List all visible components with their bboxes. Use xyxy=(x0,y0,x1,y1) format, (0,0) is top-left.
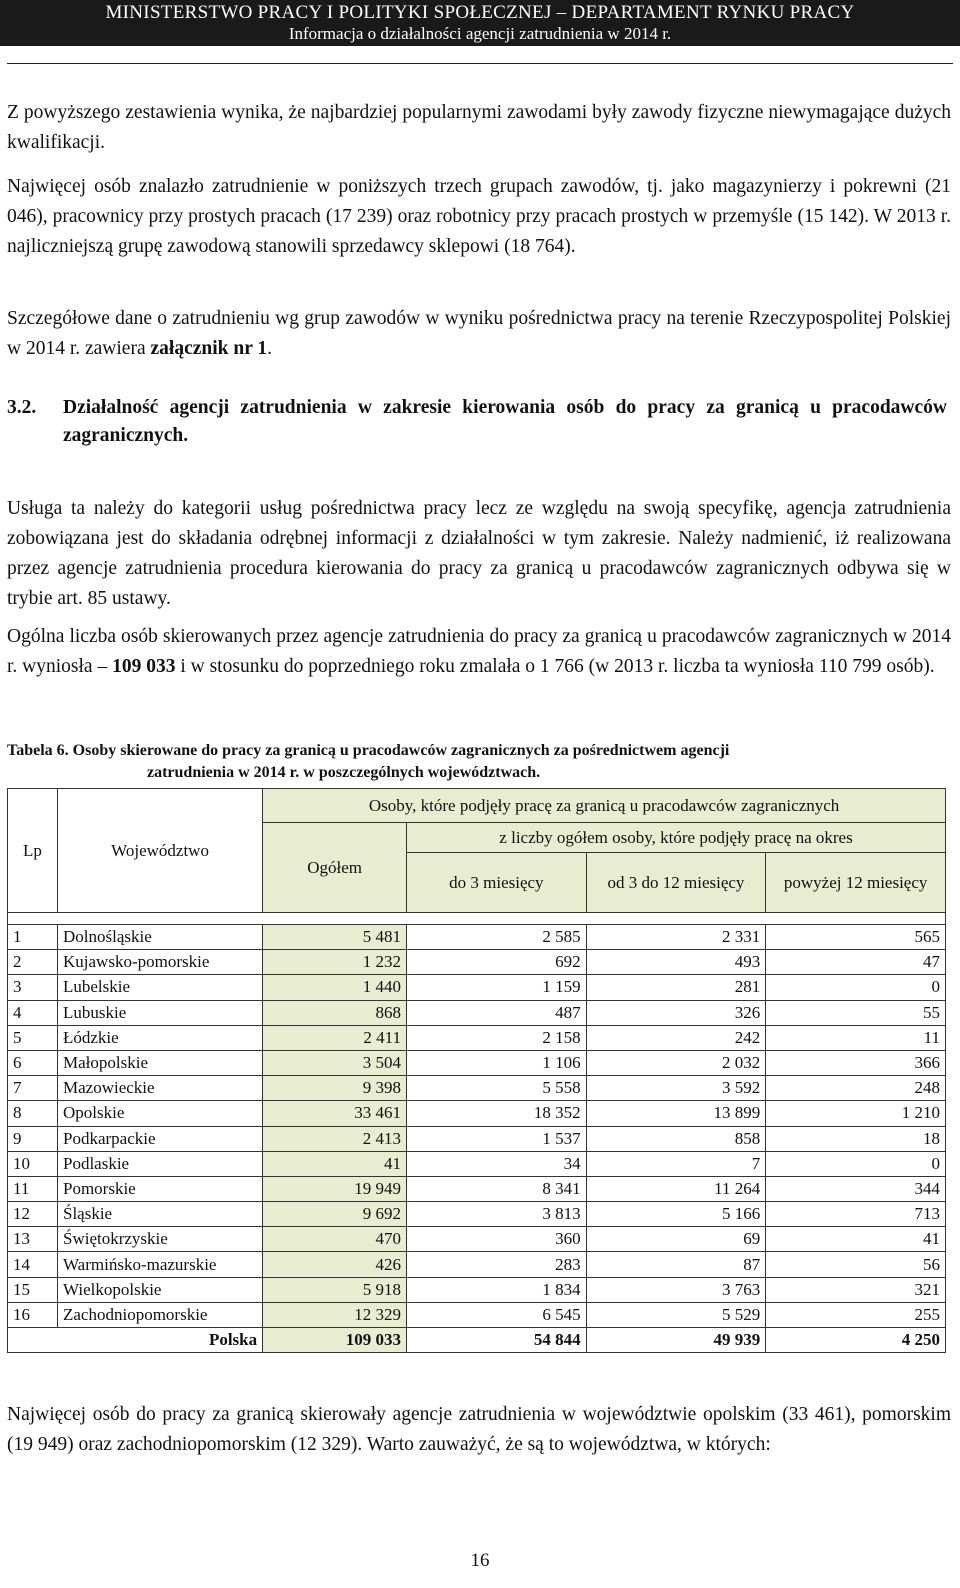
col-header-total: Ogółem xyxy=(263,823,407,913)
row-voivodeship: Kujawsko-pomorskie xyxy=(58,950,263,975)
row-lp: 5 xyxy=(8,1025,58,1050)
row-3-to-12: 7 xyxy=(586,1151,766,1176)
document-header xyxy=(0,0,960,46)
row-up-to-3: 5 558 xyxy=(407,1076,587,1101)
row-3-to-12: 5 529 xyxy=(586,1302,766,1327)
row-voivodeship: Lubuskie xyxy=(58,1000,263,1025)
page-number: 16 xyxy=(470,1550,490,1571)
row-total: 5 918 xyxy=(263,1277,407,1302)
table-row xyxy=(8,1202,946,1227)
row-lp: 2 xyxy=(8,950,58,975)
row-total: 19 949 xyxy=(263,1176,407,1201)
total-label: Polska xyxy=(8,1328,263,1353)
row-up-to-3: 1 159 xyxy=(407,975,587,1000)
row-over-12: 255 xyxy=(766,1302,946,1327)
row-voivodeship: Mazowieckie xyxy=(58,1076,263,1101)
row-lp: 1 xyxy=(8,925,58,950)
row-total: 3 504 xyxy=(263,1050,407,1075)
row-total: 1 440 xyxy=(263,975,407,1000)
paragraph-2: Najwięcej osób znalazło zatrudnienie w poniższych trzech grupach zawodów, tj. jako magazynierzy i pokrewni (21 046), pracownicy przy prostych pracach (17 239) oraz robotnicy przy pracach prostych w przemyśle (15 142). W 2013 r. najliczniejszą grupę zawodową stanowili sprzedawcy sklepowi (18 764). xyxy=(7,176,951,257)
paragraph-5-a: Ogólna liczba osób skierowanych przez agencje zatrudnienia do pracy za granicą u pracodawców zagranicznych w 2014 r. wyniosła – xyxy=(7,626,951,677)
paragraph-4: Usługa ta należy do kategorii usług pośrednictwa pracy lecz ze względu na swoją specyfikę, agencja zatrudnienia zobowiązana jest do składania odrębnej informacji z działalności w tym zakresie. Należy nadmienić, iż realizowana przez agencje zatrudnienia procedura kierowania do pracy za granicą u pracodawców zagranicznych odbywa się w trybie art. 85 ustawy. xyxy=(7,498,951,609)
section-heading xyxy=(7,394,951,450)
row-up-to-3: 18 352 xyxy=(407,1101,587,1126)
row-3-to-12: 87 xyxy=(586,1252,766,1277)
row-lp: 4 xyxy=(8,1000,58,1025)
table-row xyxy=(8,975,946,1000)
table-row xyxy=(8,1227,946,1252)
row-up-to-3: 8 341 xyxy=(407,1176,587,1201)
row-up-to-3: 1 537 xyxy=(407,1126,587,1151)
row-up-to-3: 1 106 xyxy=(407,1050,587,1075)
row-over-12: 47 xyxy=(766,950,946,975)
row-3-to-12: 2 032 xyxy=(586,1050,766,1075)
row-lp: 16 xyxy=(8,1302,58,1327)
table-row xyxy=(8,1302,946,1327)
table-row xyxy=(8,1277,946,1302)
row-voivodeship: Świętokrzyskie xyxy=(58,1227,263,1252)
row-total: 868 xyxy=(263,1000,407,1025)
paragraph-6: Najwięcej osób do pracy za granicą skierowały agencje zatrudnienia w województwie opolskim (33 461), pomorskim (19 949) oraz zachodniopomorskim (12 329). Warto zauważyć, że są to województwa, w których: xyxy=(7,1404,951,1455)
header-spacer xyxy=(8,913,946,925)
row-3-to-12: 2 331 xyxy=(586,925,766,950)
section-title: Działalność agencji zatrudnienia w zakresie kierowania osób do pracy za granicą u pracodawców zagranicznych. xyxy=(63,397,947,446)
table-row xyxy=(8,1000,946,1025)
table-row xyxy=(8,1252,946,1277)
col-header-subgroup: z liczby ogółem osoby, które podjęły pracę na okres xyxy=(407,823,946,853)
table-row xyxy=(8,1101,946,1126)
row-3-to-12: 11 264 xyxy=(586,1176,766,1201)
row-up-to-3: 487 xyxy=(407,1000,587,1025)
col-header-lp: Lp xyxy=(8,789,58,913)
row-voivodeship: Pomorskie xyxy=(58,1176,263,1201)
total-over-12: 4 250 xyxy=(766,1328,946,1353)
row-voivodeship: Lubelskie xyxy=(58,975,263,1000)
header-rule xyxy=(7,63,953,64)
row-up-to-3: 2 158 xyxy=(407,1025,587,1050)
total-all: 109 033 xyxy=(263,1328,407,1353)
table-row xyxy=(8,1151,946,1176)
row-up-to-3: 3 813 xyxy=(407,1202,587,1227)
row-up-to-3: 34 xyxy=(407,1151,587,1176)
total-count: 109 033 xyxy=(112,656,176,677)
row-up-to-3: 1 834 xyxy=(407,1277,587,1302)
row-lp: 12 xyxy=(8,1202,58,1227)
row-total: 41 xyxy=(263,1151,407,1176)
row-3-to-12: 5 166 xyxy=(586,1202,766,1227)
row-up-to-3: 2 585 xyxy=(407,925,587,950)
row-lp: 9 xyxy=(8,1126,58,1151)
header-report-title: Informacja o działalności agencji zatrudnienia w 2014 r. xyxy=(288,24,672,43)
row-lp: 11 xyxy=(8,1176,58,1201)
total-up-to-3: 54 844 xyxy=(407,1328,587,1353)
paragraph-3-end: . xyxy=(267,338,273,359)
row-lp: 10 xyxy=(8,1151,58,1176)
row-total: 5 481 xyxy=(263,925,407,950)
table-row xyxy=(8,1025,946,1050)
table-caption-line-2: zatrudnienia w 2014 r. w poszczególnych województwach. xyxy=(147,764,541,781)
row-over-12: 321 xyxy=(766,1277,946,1302)
row-total: 1 232 xyxy=(263,950,407,975)
row-3-to-12: 69 xyxy=(586,1227,766,1252)
row-up-to-3: 283 xyxy=(407,1252,587,1277)
row-total: 33 461 xyxy=(263,1101,407,1126)
row-up-to-3: 360 xyxy=(407,1227,587,1252)
row-over-12: 366 xyxy=(766,1050,946,1075)
row-over-12: 0 xyxy=(766,1151,946,1176)
row-voivodeship: Zachodniopomorskie xyxy=(58,1302,263,1327)
row-over-12: 11 xyxy=(766,1025,946,1050)
col-header-over-12: powyżej 12 miesięcy xyxy=(766,853,946,913)
attachment-reference: załącznik nr 1 xyxy=(150,338,268,359)
table-row xyxy=(8,1076,946,1101)
row-up-to-3: 692 xyxy=(407,950,587,975)
row-total: 2 413 xyxy=(263,1126,407,1151)
row-lp: 13 xyxy=(8,1227,58,1252)
row-lp: 6 xyxy=(8,1050,58,1075)
col-header-voivodeship: Województwo xyxy=(58,789,263,913)
table-row xyxy=(8,925,946,950)
row-over-12: 1 210 xyxy=(766,1101,946,1126)
paragraph-3 xyxy=(7,304,951,364)
row-over-12: 56 xyxy=(766,1252,946,1277)
row-voivodeship: Śląskie xyxy=(58,1202,263,1227)
row-voivodeship: Łódzkie xyxy=(58,1025,263,1050)
row-lp: 14 xyxy=(8,1252,58,1277)
row-total: 426 xyxy=(263,1252,407,1277)
table-row xyxy=(8,1176,946,1201)
paragraph-5 xyxy=(7,622,951,682)
row-total: 9 692 xyxy=(263,1202,407,1227)
paragraph-3-text: Szczegółowe dane o zatrudnieniu wg grup zawodów w wyniku pośrednictwa pracy na terenie Rzeczypospolitej Polskiej w 2014 r. zawiera xyxy=(7,308,951,359)
row-voivodeship: Warmińsko-mazurskie xyxy=(58,1252,263,1277)
row-over-12: 713 xyxy=(766,1202,946,1227)
row-total: 2 411 xyxy=(263,1025,407,1050)
row-lp: 15 xyxy=(8,1277,58,1302)
row-3-to-12: 493 xyxy=(586,950,766,975)
row-over-12: 565 xyxy=(766,925,946,950)
table-total-row xyxy=(8,1328,946,1353)
row-3-to-12: 281 xyxy=(586,975,766,1000)
row-over-12: 344 xyxy=(766,1176,946,1201)
table-row xyxy=(8,950,946,975)
row-lp: 7 xyxy=(8,1076,58,1101)
row-voivodeship: Małopolskie xyxy=(58,1050,263,1075)
row-3-to-12: 326 xyxy=(586,1000,766,1025)
row-voivodeship: Podkarpackie xyxy=(58,1126,263,1151)
row-up-to-3: 6 545 xyxy=(407,1302,587,1327)
row-3-to-12: 242 xyxy=(586,1025,766,1050)
row-3-to-12: 858 xyxy=(586,1126,766,1151)
data-table xyxy=(7,788,946,1353)
row-total: 470 xyxy=(263,1227,407,1252)
row-3-to-12: 3 763 xyxy=(586,1277,766,1302)
paragraph-1: Z powyższego zestawienia wynika, że najbardziej popularnymi zawodami były zawody fizyczne niewymagające dużych kwalifikacji. xyxy=(7,102,951,153)
row-over-12: 0 xyxy=(766,975,946,1000)
row-3-to-12: 3 592 xyxy=(586,1076,766,1101)
row-lp: 3 xyxy=(8,975,58,1000)
row-voivodeship: Dolnośląskie xyxy=(58,925,263,950)
paragraph-5-b: i w stosunku do poprzedniego roku zmalała o 1 766 (w 2013 r. liczba ta wyniosła 110 799 osób). xyxy=(180,656,935,677)
header-ministry: MINISTERSTWO PRACY I POLITYKI SPOŁECZNEJ – DEPARTAMENT RYNKU PRACY xyxy=(105,2,855,23)
row-over-12: 55 xyxy=(766,1000,946,1025)
row-voivodeship: Wielkopolskie xyxy=(58,1277,263,1302)
table-caption-line-1: Tabela 6. Osoby skierowane do pracy za granicą u pracodawców zagranicznych za pośrednictwem agencji xyxy=(7,742,730,759)
table-caption xyxy=(7,740,951,784)
table-row xyxy=(8,1126,946,1151)
row-over-12: 41 xyxy=(766,1227,946,1252)
row-3-to-12: 13 899 xyxy=(586,1101,766,1126)
col-header-3-to-12: od 3 do 12 miesięcy xyxy=(586,853,766,913)
col-header-group: Osoby, które podjęły pracę za granicą u pracodawców zagranicznych xyxy=(263,789,946,823)
row-voivodeship: Opolskie xyxy=(58,1101,263,1126)
row-over-12: 18 xyxy=(766,1126,946,1151)
total-3-to-12: 49 939 xyxy=(586,1328,766,1353)
row-lp: 8 xyxy=(8,1101,58,1126)
col-header-up-to-3: do 3 miesięcy xyxy=(407,853,587,913)
row-voivodeship: Podlaskie xyxy=(58,1151,263,1176)
row-total: 12 329 xyxy=(263,1302,407,1327)
section-number: 3.2. xyxy=(7,397,37,418)
row-over-12: 248 xyxy=(766,1076,946,1101)
table-row xyxy=(8,1050,946,1075)
row-total: 9 398 xyxy=(263,1076,407,1101)
